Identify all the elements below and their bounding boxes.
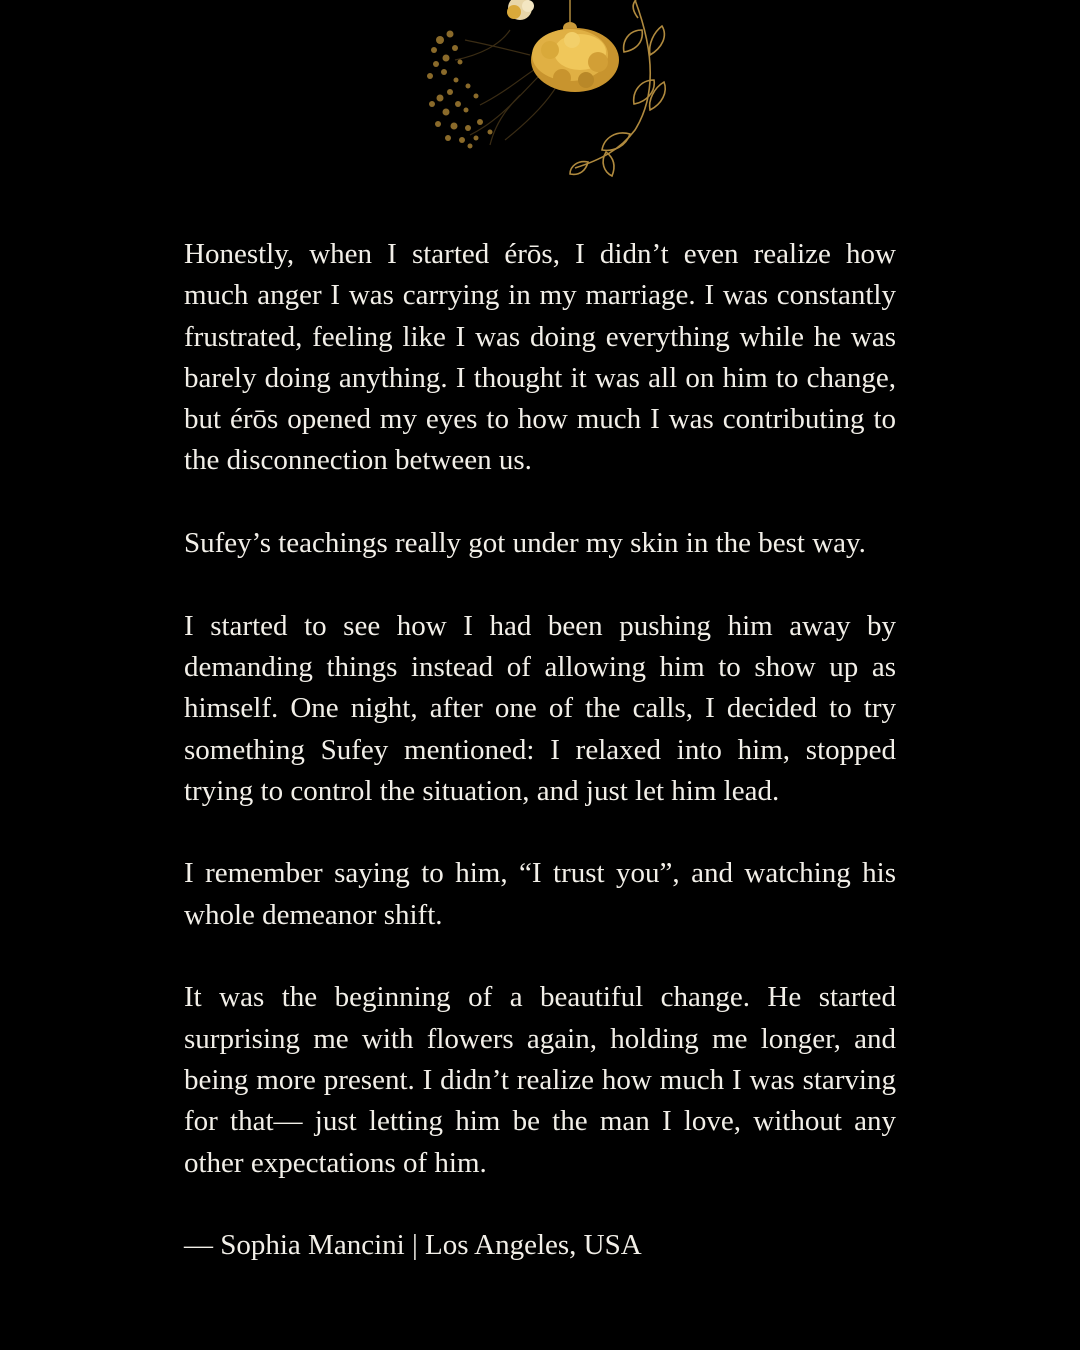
testimonial-paragraph: Sufey’s teachings really got under my skin in the best way. bbox=[184, 527, 866, 560]
testimonial-paragraph: It was the beginning of a beautiful change. He started surprising me with flowers again, holding me longer, and being more present. I didn’t realize how much I was starving for that— just letting him be the man I love, without any other expectations of him. bbox=[184, 981, 896, 1179]
testimonial-paragraph: Honestly, when I started érōs, I didn’t even realize how much anger I was carrying in my marriage. I was constantly frustrated, feeling like I was doing everything while he was barely doing anything. I thought it was all on him to change, but érōs opened my eyes to how much I was contributing to the disconnection between us. bbox=[184, 238, 896, 477]
golden-floral-sprig-icon bbox=[410, 0, 680, 180]
testimonial bbox=[184, 234, 896, 1266]
testimonial-paragraph: I started to see how I had been pushing him away by demanding things instead of allowing him to show up as himself. One night, after one of the calls, I decided to try something Sufey mentioned: I relaxed into him, stopped trying to control the situation, and just let him lead. bbox=[184, 609, 896, 807]
testimonial-paragraph: I remember saying to him, “I trust you”, and watching his whole demeanor shift. bbox=[184, 857, 896, 931]
testimonial-signature: — Sophia Mancini | Los Angeles, USA bbox=[184, 1229, 642, 1262]
